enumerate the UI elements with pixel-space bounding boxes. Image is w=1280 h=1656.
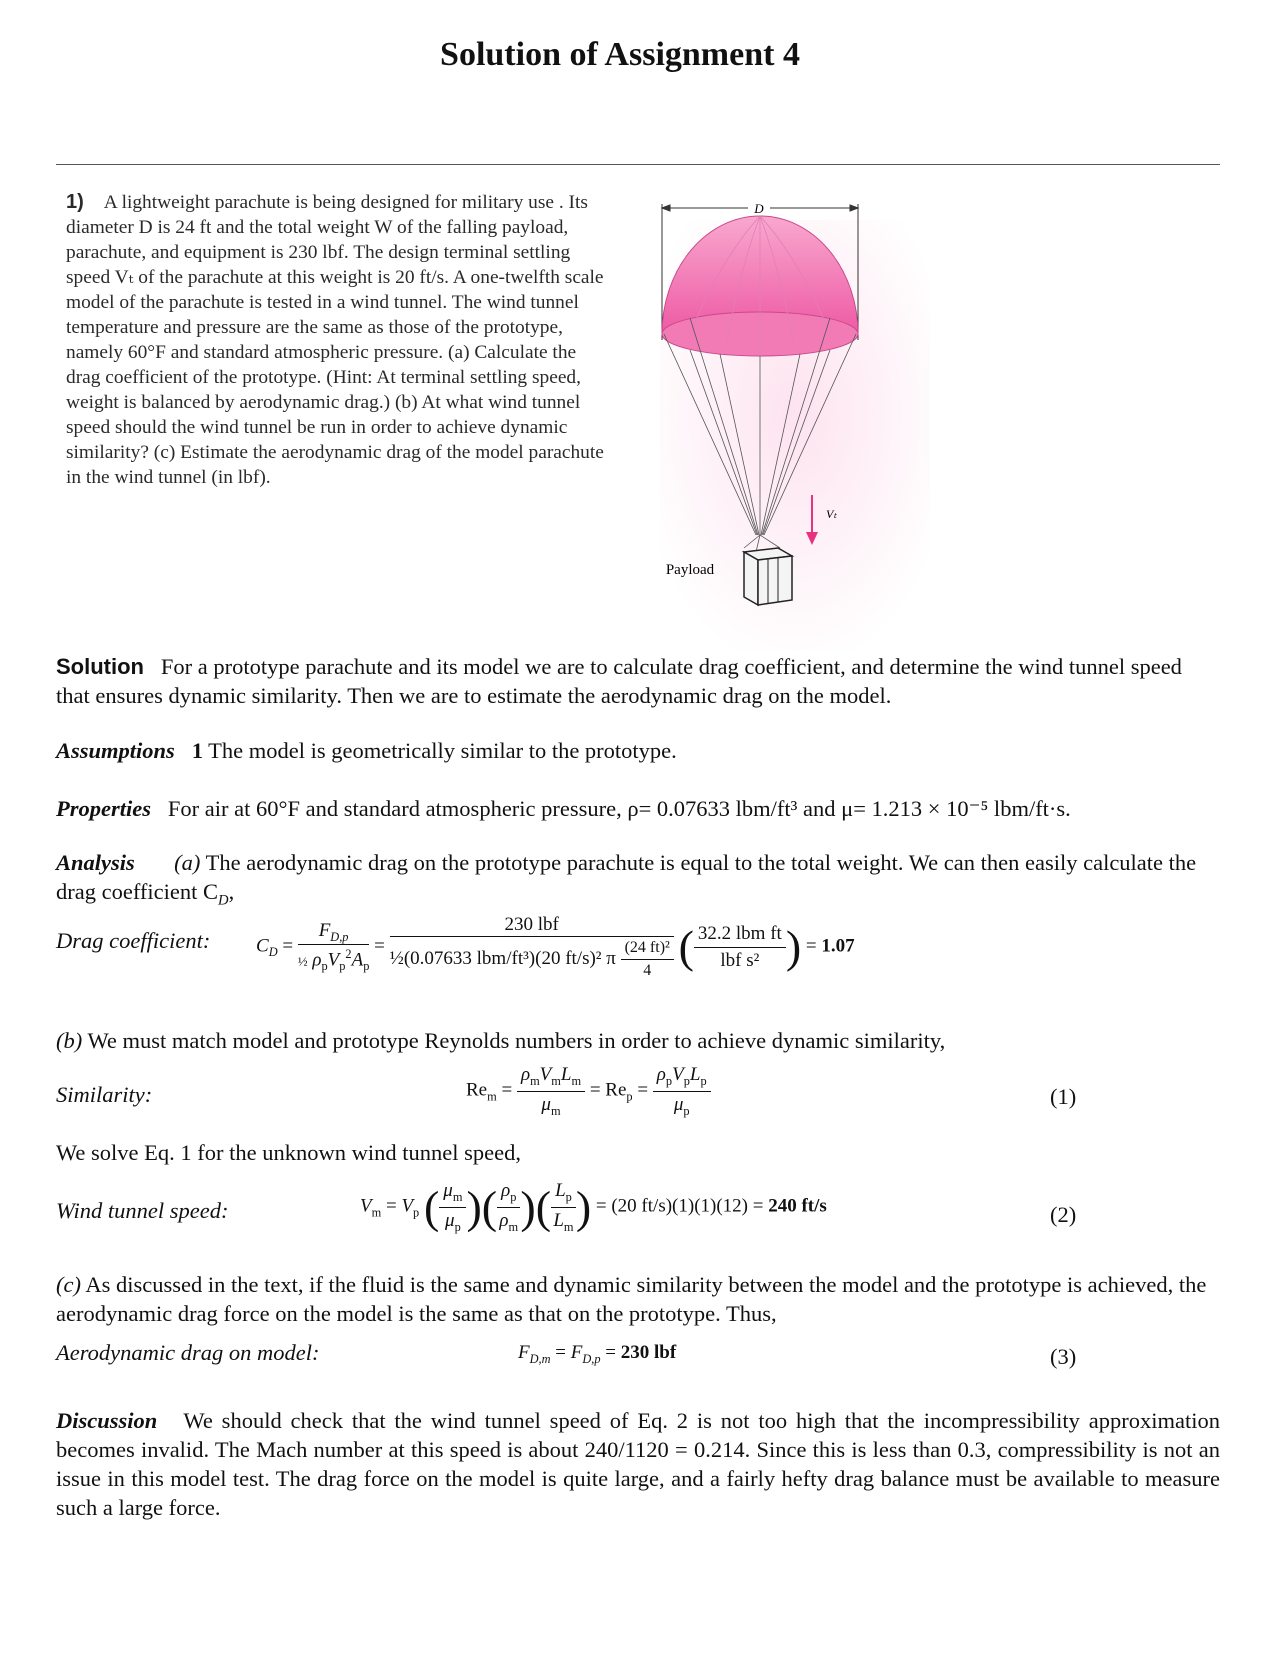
viscosity-ratio: $\frac{\mu_m}{\mu_p}$ <box>439 1180 466 1235</box>
solution-heading: Solution <box>56 654 144 679</box>
diameter-label: D <box>754 201 764 216</box>
part-c-label: (c) <box>56 1272 81 1297</box>
area-fraction <box>621 939 674 980</box>
analysis-text: The aerodynamic drag on the prototype parachute is equal to the total weight. We can then easily calculate the drag coefficient C <box>56 850 1197 904</box>
drag-model-result: 230 lbf <box>620 1342 677 1363</box>
density-ratio: $\frac{\rho_p}{\rho_m}$ <box>497 1180 520 1235</box>
problem-text: A lightweight parachute is being designed for military use . Its diameter D is 24 ft and the total weight W of the falling payload, parachute, and equipment is 230 lbf. The design terminal settling speed Vₜ of the parachute at this weight is 20 ft/s. A one-twelfth scale model of the parachute is tested in a wind tunnel. The wind tunnel temperature and pressure are the same as those of the prototype, namely 60°F and standard atmospheric pressure. (a) Calculate the drag coefficient of the prototype. (Hint: At terminal settling speed, weight is balanced by aerodynamic drag.) (b) At what wind tunnel speed should the wind tunnel be run in order to achieve dynamic similarity? (c) Estimate the aerodynamic drag of the model parachute in the wind tunnel (in lbf). <box>66 192 604 488</box>
drag-coefficient-equation: $C_D$ = $\frac{F_{D,p}}{\frac{1}{2} \rho_pV_p^2A_p}$ = 230 lbf ½(0.07633 lbm/ft³)(20 ft/s)² π $\frac{\text{(24 ft)²}}{4}$ ( $\frac{\text{32.2 lbm ft}}{\text{lbf s²}}$ ) = 1.07 <box>256 914 855 979</box>
length-ratio: $\frac{L_p}{L_m}$ <box>551 1180 576 1235</box>
problem-statement <box>66 190 614 490</box>
reynolds-equation: $Re_m$ = $\frac{\rho_mV_mL_m}{\mu_m}$ = $Re_p$ = $\frac{\rho_pV_pL_p}{\mu_p}$ <box>466 1064 711 1119</box>
payload-label: Payload <box>665 562 715 578</box>
drag-denominator: ½(0.07633 lbm/ft³)(20 ft/s)² π <box>389 947 616 969</box>
part-b-text: We must match model and prototype Reynolds numbers in order to achieve dynamic similarity, <box>87 1028 946 1053</box>
similarity-label: Similarity: <box>56 1082 153 1107</box>
part-c-paragraph <box>56 1270 1220 1328</box>
terminal-speed-label: Vₜ <box>826 507 837 521</box>
analysis-heading: Analysis <box>56 850 135 875</box>
conversion-numerator: 32.2 lbm ft <box>694 923 786 948</box>
equation-number-2: (2) <box>1050 1202 1077 1227</box>
area-numerator: (24 ft)² <box>621 939 674 960</box>
problem-number: 1) <box>66 191 84 213</box>
solve-text: We solve Eq. 1 for the unknown wind tunnel speed, <box>56 1140 521 1165</box>
area-denominator: 4 <box>643 962 652 979</box>
properties-heading: Properties <box>56 796 151 821</box>
analysis-text-end: , <box>228 879 235 904</box>
properties-paragraph <box>56 794 1220 823</box>
equation-number-3: (3) <box>1050 1344 1077 1369</box>
solution-paragraph <box>56 652 1220 710</box>
part-b-label: (b) <box>56 1028 83 1053</box>
conversion-factor <box>694 923 786 972</box>
assumptions-heading: Assumptions <box>56 738 175 763</box>
wind-tunnel-product: = (20 ft/s)(1)(1)(12) = <box>595 1195 764 1217</box>
discussion-heading: Discussion <box>56 1408 158 1433</box>
assumption-number: 1 <box>191 738 203 763</box>
part-c-text: As discussed in the text, if the fluid is the same and dynamic similarity between the model and the prototype is achieved, the aerodynamic drag force on the model is the same as that on the prototype. Thus, <box>56 1272 1207 1326</box>
properties-text: For air at 60°F and standard atmospheric pressure, ρ= 0.07633 lbm/ft³ and μ= 1.213 × 10⁻⁵ lbm/ft·s. <box>167 796 1071 821</box>
analysis-text-subscript: D <box>218 892 229 909</box>
wind-tunnel-speed-label: Wind tunnel speed: <box>56 1198 229 1223</box>
assumptions-paragraph <box>56 736 1220 765</box>
model-reynolds-fraction: $\frac{\rho_mV_mL_m}{\mu_m}$ <box>517 1064 585 1119</box>
analysis-part-label: (a) <box>174 850 201 875</box>
drag-formula-fraction: $\frac{F_{D,p}}{\frac{1}{2} \rho_pV_p^2A_p}$ <box>297 919 370 974</box>
aerodynamic-drag-label: Aerodynamic drag on model: <box>56 1340 320 1365</box>
analysis-paragraph <box>56 848 1220 916</box>
drag-coefficient-label: Drag coefficient: <box>56 928 211 953</box>
equation-number-1: (1) <box>1050 1084 1077 1109</box>
drag-numerator: 230 lbf <box>390 914 674 937</box>
discussion-text: We should check that the wind tunnel speed of Eq. 2 is not too high that the incompressibility approximation becomes invalid. The Mach number at this speed is about 240/1120 = 0.214. Since this is less than 0.3, compressibility is not an issue in this model test. The drag force on the model is quite large, and a fairly hefty drag balance must be available to measure such a large force. <box>56 1408 1220 1520</box>
discussion-paragraph <box>56 1406 1220 1522</box>
wind-tunnel-result: 240 ft/s <box>768 1195 827 1217</box>
title-divider <box>56 164 1220 165</box>
prototype-reynolds-fraction: $\frac{\rho_pV_pL_p}{\mu_p}$ <box>653 1064 711 1119</box>
parachute-figure <box>660 200 930 660</box>
drag-model-equation: $F_{D,m} = F_{D,p} = 230$ lbf <box>518 1342 677 1366</box>
solution-text: For a prototype parachute and its model we are to calculate drag coefficient, and determine the wind tunnel speed that ensures dynamic similarity. Then we are to estimate the aerodynamic drag on the model. <box>56 654 1182 708</box>
conversion-denominator: lbf s² <box>720 949 760 971</box>
drag-numeric-fraction <box>390 914 674 980</box>
wind-tunnel-equation: $V_m = V_p$ ( $\frac{\mu_m}{\mu_p}$ )( $\frac{\rho_p}{\rho_m}$ )( $\frac{L_p}{L_m}$ ) = (20 ft/s)(1)(1)(12) = 240 ft/s <box>360 1180 827 1234</box>
assumption-text: The model is geometrically similar to the prototype. <box>208 738 677 763</box>
part-b-paragraph <box>56 1026 1220 1055</box>
drag-coefficient-result: 1.07 <box>821 935 855 957</box>
page-title: Solution of Assignment 4 <box>440 36 800 73</box>
payload-box <box>744 548 792 605</box>
